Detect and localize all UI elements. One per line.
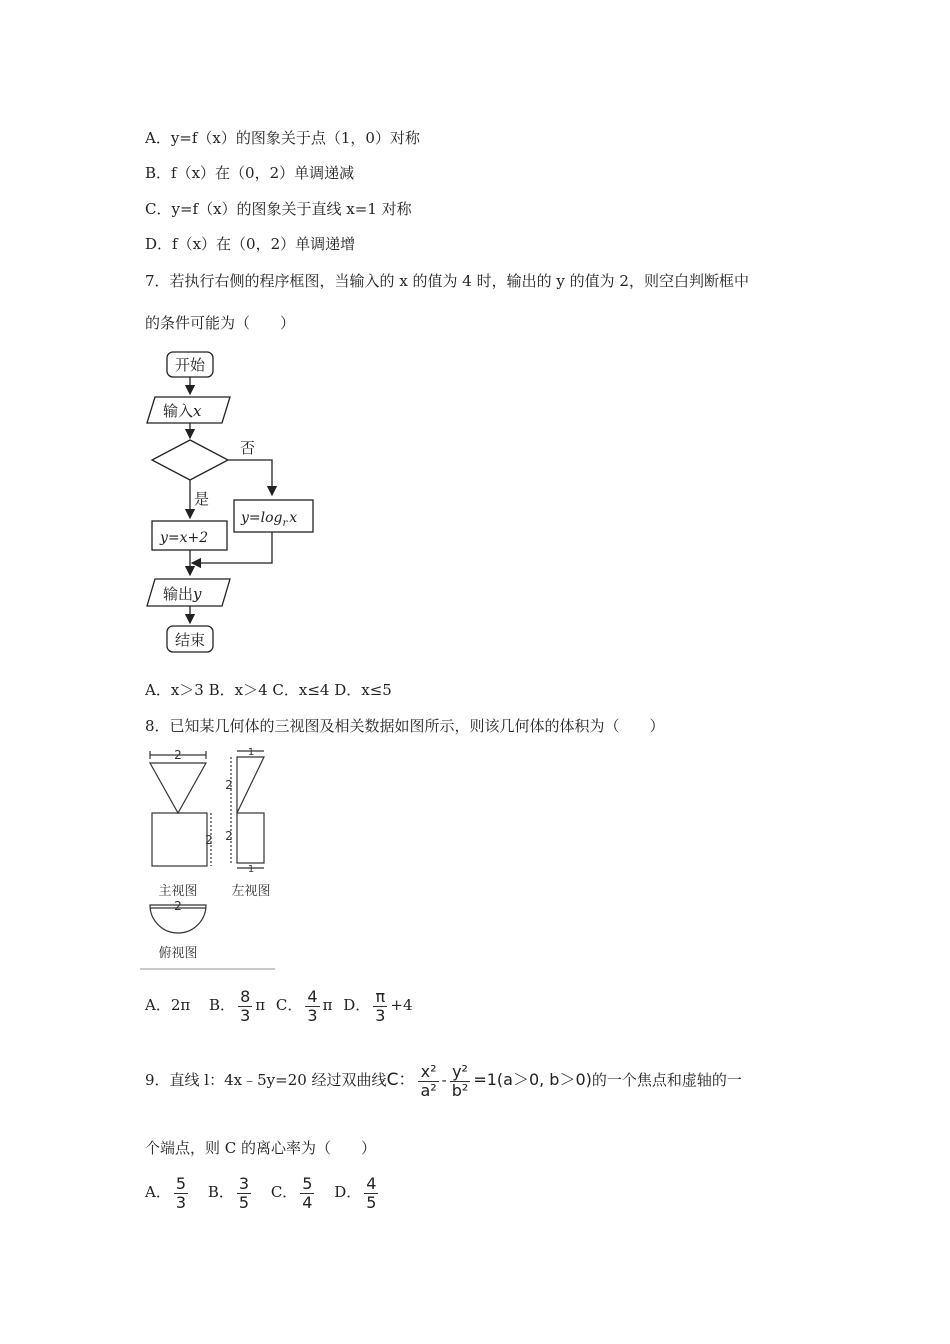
q9-option-d-frac: $\frac{4}{5}$ — [366, 1173, 377, 1212]
q6-option-c: C．y=f（x）的图象关于直线 x=1 对称 — [145, 200, 412, 218]
q8-stem: 8．已知某几何体的三视图及相关数据如图所示，则该几何体的体积为（ ） — [145, 717, 665, 735]
left-view-label: 左视图 — [231, 884, 271, 899]
q8-option-c-label: C． — [275, 996, 303, 1014]
flow-input-text: 输入x — [163, 402, 202, 420]
q8-option-d-label: D． — [343, 996, 371, 1014]
flow-box-right-text: $y=\log_r$ x — [241, 510, 298, 529]
flow-start-text: 开始 — [174, 356, 206, 374]
q8-option-b-label: B． — [209, 996, 236, 1014]
q6-option-b: B．f（x）在（0，2）单调递减 — [145, 164, 355, 182]
q9-option-b-frac: $\frac{3}{5}$ — [238, 1173, 250, 1212]
q8-option-c-frac: $\frac{4}{3}$ — [307, 986, 318, 1025]
q7-options: A．x＞3 B．x＞4 C．x≤4 D．x≤5 — [145, 681, 392, 699]
q6-option-a: A．y=f（x）的图象关于点（1，0）对称 — [145, 129, 420, 147]
front-view-label: 主视图 — [158, 884, 198, 899]
q8-options: A．2π B． $\frac{8}{3}$ π C． $\frac{4}{3}$ π D． $\frac{\pi}{3}$ +4 — [145, 986, 413, 1025]
q7-stem-line2: 的条件可能为（ ） — [145, 314, 296, 332]
front-height-dim: 2 — [205, 833, 213, 847]
q6-option-d: D．f（x）在（0，2）单调递增 — [145, 235, 356, 253]
q8-option-b-frac: $\frac{8}{3}$ — [240, 986, 251, 1025]
left-bottom-dim: 1 — [247, 864, 255, 875]
q7-flowchart — [140, 345, 340, 665]
q8-option-a: A．2π — [145, 996, 191, 1014]
q9-stem-line1: 9．直线 l：4x﹣5y=20 经过双曲线C： $\frac{\text{x²}}{\text{a²}}$ - $\frac{\text{y²}}{\text{b²}}$ =1(a＞0, b＞0)的一个焦点和虚轴的一 — [145, 1061, 742, 1100]
q9-option-c-frac: $\frac{5}{4}$ — [302, 1173, 313, 1212]
flow-box-left-text: y=x+2 — [160, 530, 209, 546]
flow-yes-label: 是 — [194, 490, 210, 508]
top-width-dim: 2 — [174, 899, 182, 913]
q9-stem-line2: 个端点，则 C 的离心率为（ ） — [145, 1139, 377, 1157]
left-lower-dim: 2 — [225, 829, 233, 843]
q8-option-d-frac: $\frac{\pi}{3}$ — [375, 986, 386, 1025]
flow-output-text: 输出y — [163, 585, 202, 603]
q9-eq-frac2: $\frac{\text{y²}}{\text{b²}}$ — [451, 1061, 469, 1100]
q7-stem-line1: 7．若执行右侧的程序框图，当输入的 x 的值为 4 时，输出的 y 的值为 2，则空白判断框中 — [145, 272, 749, 290]
left-top-dim: 1 — [247, 747, 255, 758]
front-width-dim: 2 — [174, 748, 182, 762]
top-view-label: 俯视图 — [158, 946, 198, 961]
flow-end-text: 结束 — [174, 631, 206, 649]
flow-no-label: 否 — [240, 439, 256, 457]
flow-decision-diamond — [152, 440, 228, 480]
q9-option-a-frac: $\frac{5}{3}$ — [175, 1173, 187, 1212]
left-upper-dim: 2 — [225, 778, 233, 792]
q9-options: A． $\frac{5}{3}$ B． $\frac{3}{5}$ C． $\frac{5}{4}$ D． $\frac{4}{5}$ — [145, 1173, 377, 1212]
q9-eq-frac1: $\frac{\text{x²}}{\text{a²}}$ — [420, 1061, 437, 1100]
q8-three-views — [140, 745, 280, 973]
